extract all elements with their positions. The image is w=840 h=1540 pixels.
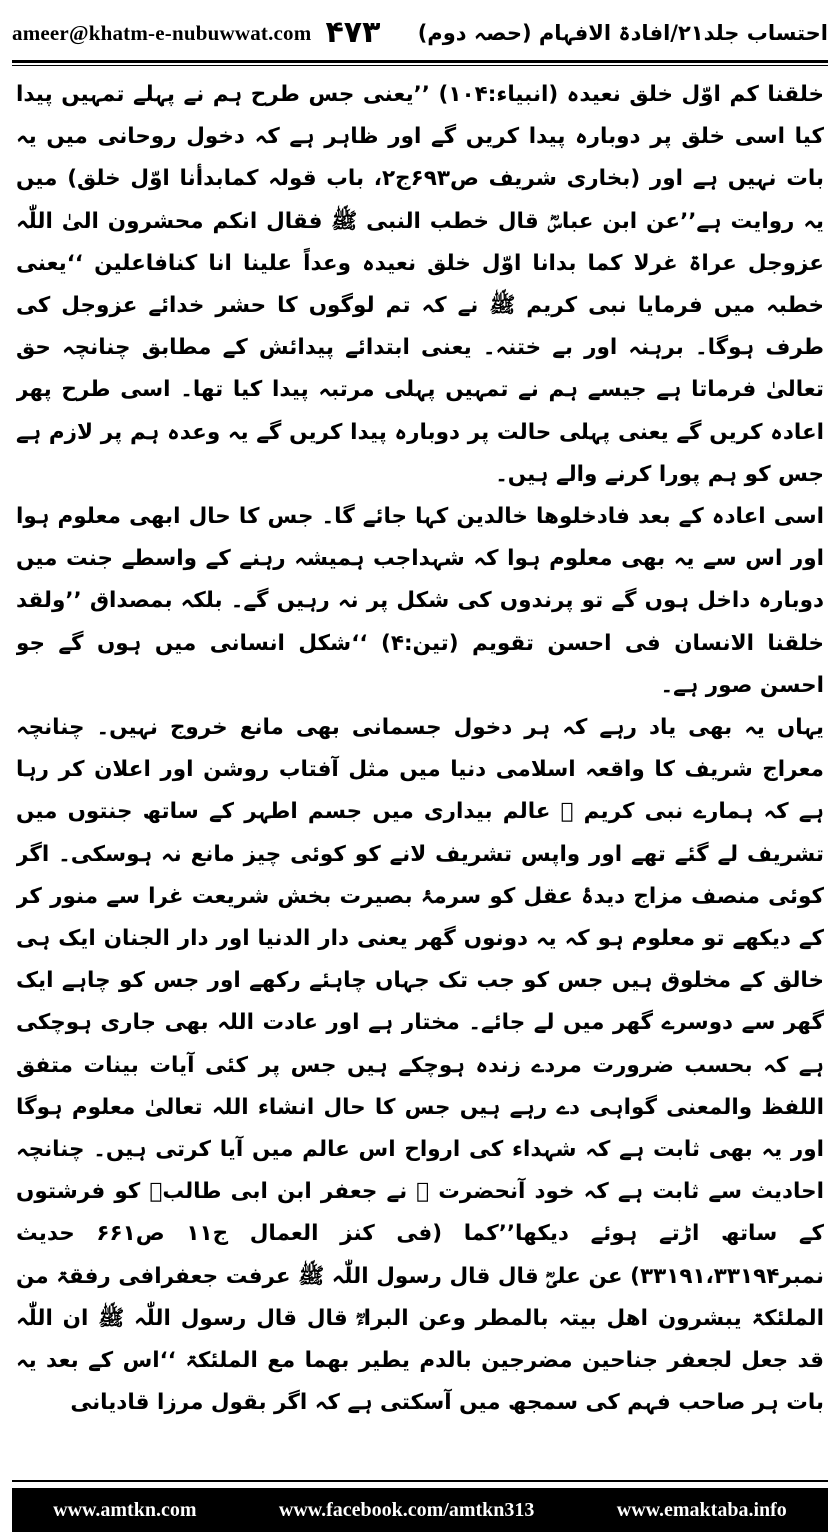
footer-bar <box>12 1488 828 1532</box>
footer-link-emaktaba[interactable]: www.emaktaba.info <box>616 1498 787 1521</box>
paragraph-1: خلقنا کم اوّل خلق نعیدہ (انبیاء:۱۰۴) ’’یعنی جس طرح ہم نے پہلے تمہیں پیدا کیا اسی خلق پر دوبارہ پیدا کریں گے اور ظاہر ہے کہ دخول روحانی میں یہ بات نہیں ہے اور (بخاری شریف ص۶۹۳ج۲، باب قولہ کمابدأنا اوّل خلق) میں یہ روایت ہے’’عن ابن عباسؓ قال خطب النبی ﷺ فقال انکم محشرون الیٰ اللّٰہ عزوجل عراۃ غرلا کما بدانا اوّل خلق نعیدہ وعداً علینا انا کنافاعلین ‘‘یعنی خطبہ میں فرمایا نبی کریم ﷺ نے کہ تم لوگوں کا حشر خدائے عزوجل کی طرف ہوگا۔ برہنہ اور بے ختنہ۔ یعنی ابتدائے پیدائش کے مطابق چنانچہ حق تعالیٰ فرماتا ہے جیسے ہم نے تمہیں پہلی مرتبہ پیدا کیا تھا۔ اسی طرح پھر اعادہ کریں گے یعنی پہلی حالت پر دوبارہ پیدا کریں گے یہ وعدہ ہم پر لازم ہے جس کو ہم پورا کرنے والے ہیں۔ <box>16 82 824 487</box>
page-number: ۴۷۳ <box>325 15 381 50</box>
footer-link-facebook[interactable]: www.facebook.com/amtkn313 <box>278 1498 535 1521</box>
footer-link-amtkn[interactable]: www.amtkn.com <box>53 1498 197 1521</box>
header-divider <box>12 60 828 66</box>
page-header <box>12 8 828 58</box>
paragraph-3: یہاں یہ بھی یاد رہے کہ ہر دخول جسمانی بھی مانع خروج نہیں۔ چنانچہ معراج شریف کا واقعہ اسلامی دنیا میں مثل آفتاب روشن اور اعلان کر رہا ہے کہ ہمارے نبی کریم ﷺ عالم بیداری میں جسم اطہر کے ساتھ جنتوں میں تشریف لے گئے تھے اور واپس تشریف لانے کو کوئی چیز مانع نہ ہوسکی۔ اگر کوئی منصف مزاج دیدۂ عقل کو سرمۂ بصیرت بخش شریعت غرا سے منور کر کے دیکھے تو معلوم ہو کہ یہ دونوں گھر یعنی دار الدنیا اور دار الجنان ایک ہی خالق کے مخلوق ہیں جس کو جب تک جہاں چاہئے رکھے اور جس کو چاہے ایک گھر سے دوسرے گھر میں لے جائے۔ مختار ہے اور عادت اللہ بھی جاری ہوچکی ہے کہ بحسب ضرورت مردے زندہ ہوچکے ہیں جس پر کئی آیات بینات متفق اللفظ والمعنی گواہی دے رہے ہیں جس کا حال انشاء اللہ تعالیٰ معلوم ہوگا اور یہ بھی ثابت ہے کہ شہداء کی ارواح اس عالم میں آیا کرتی ہیں۔ چنانچہ احادیث سے ثابت ہے کہ خود آنحضرت ﷺ نے جعفر ابن ابی طالبؓ کو فرشتوں کے ساتھ اڑتے ہوئے دیکھا’’کما (فی کنز العمال ج۱۱ ص۶۶۱ حدیث نمبر۳۳۱۹۱،۳۳۱۹۴) عن علیؓ قال قال رسول اللّٰہ ﷺ عرفت جعفرافی رفقۃ من الملئکۃ یبشرون اھل بیتہ بالمطر وعن البراءؓ قال قال رسول اللّٰہ ﷺ ان اللّٰہ قد جعل لجعفر جناحین مضرجین بالدم یطیر بھما مع الملئکۃ ‘‘اس کے بعد یہ بات ہر صاحب فہم کی سمجھ میں آسکتی ہے کہ اگر بقول مرزا قادیانی <box>16 715 824 1416</box>
footer-divider <box>12 1480 828 1482</box>
header-email: ameer@khatm-e-nubuwwat.com <box>12 20 312 45</box>
header-left <box>12 15 381 50</box>
book-title: احتساب جلد۲۱/افادۃ الافہام (حصہ دوم) <box>417 21 828 45</box>
paragraph-2: اسی اعادہ کے بعد فادخلوھا خالدین کہا جائے گا۔ جس کا حال ابھی معلوم ہوا اور اس سے یہ بھی معلوم ہوا کہ شہداجب ہمیشہ رہنے کے واسطے جنت میں دوبارہ داخل ہوں گے تو پرندوں کی شکل پر نہ رہیں گے۔ بلکہ بمصداق ’’ولقد خلقنا الانسان فی احسن تقویم (تین:۴) ‘‘شکل انسانی میں ہوں گے جو احسن صور ہے۔ <box>16 504 824 698</box>
page-body <box>16 74 824 1448</box>
